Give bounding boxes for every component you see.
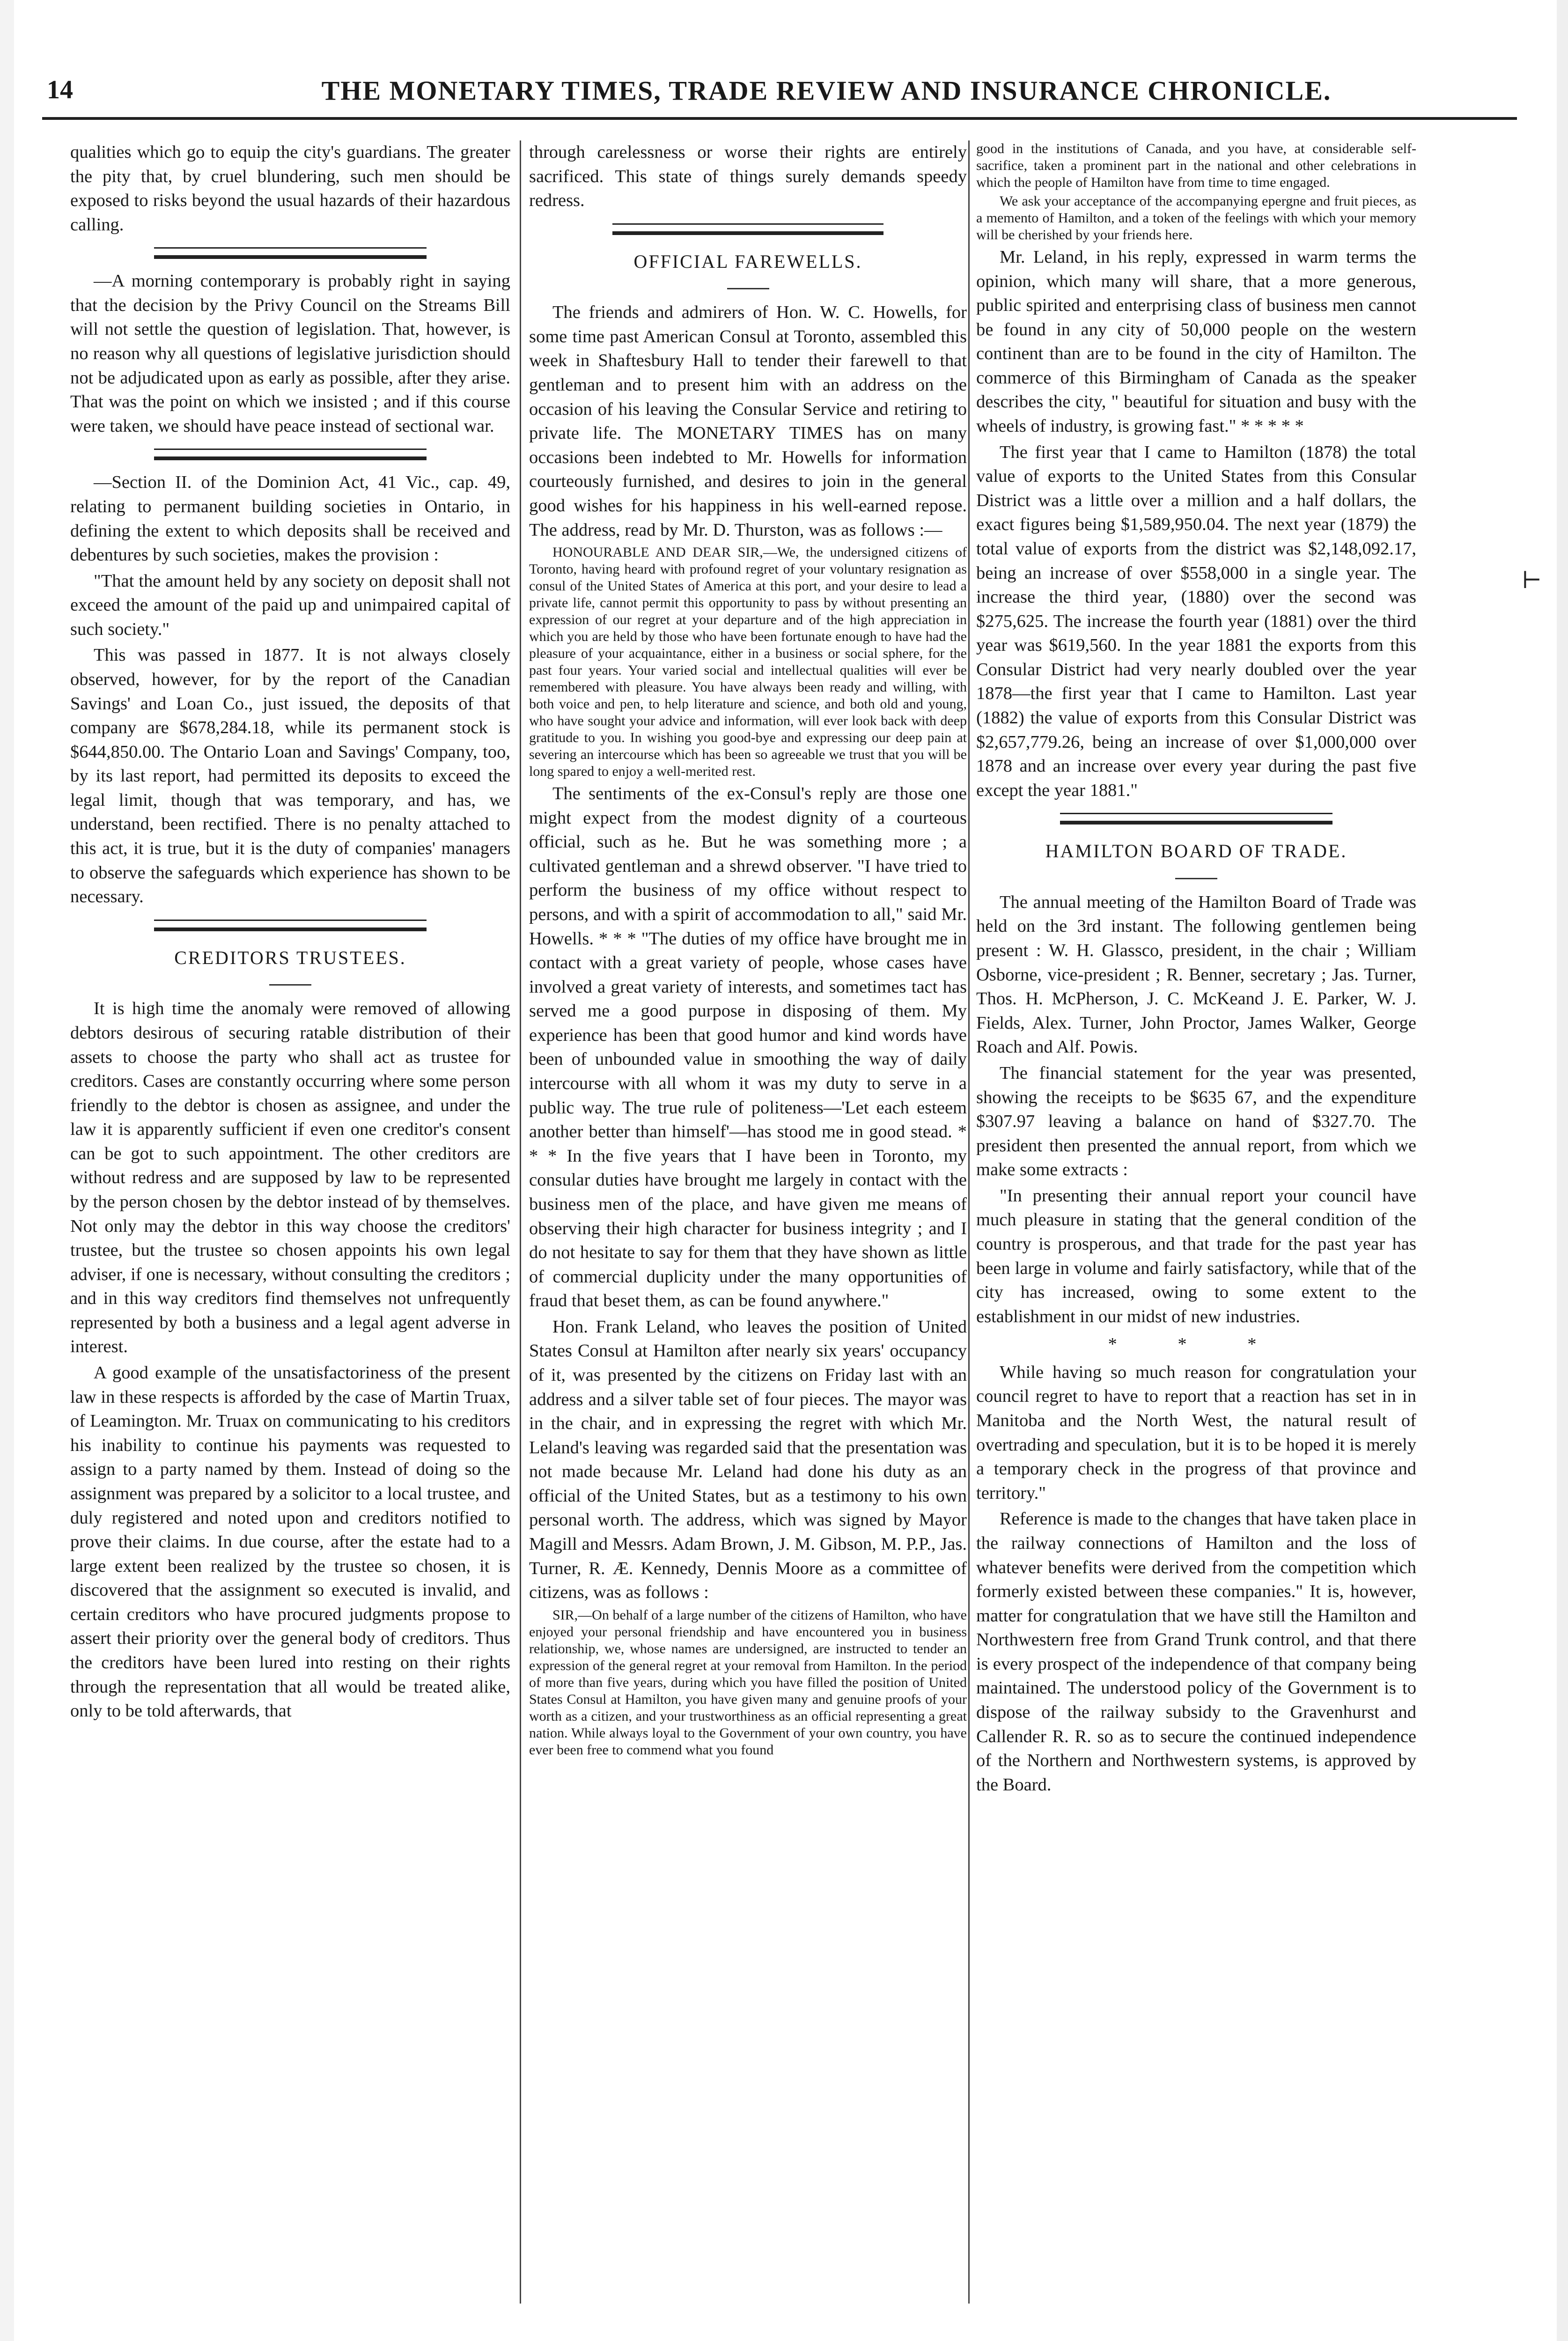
paragraph: —A morning contemporary is probably right in saying that the decision by the Privy Council on the Streams Bill will not settle the question of legislation. That, however, is no reason why all questions of legislative jurisdiction should not be adjudicated upon as early as possible, after they arise. That was the point on which we insisted ; and if this course were taken, we should have peace instead of sectional war. xyxy=(70,271,510,436)
address-text: good in the institutions of Canada, and you have, at considerable self-sacrifice, taken a prominent part in the national and other celebrations in which the people of Hamilton have from time to time engaged. xyxy=(976,141,1416,190)
heading-dash xyxy=(727,288,769,289)
paragraph: Hon. Frank Leland, who leaves the position of United States Consul at Hamilton after nearly six years' occupancy of it, was presented by the citizens on Friday last with an address and a silver table set of four pieces. The mayor was in the chair, and in expressing the regret with which Mr. Leland's leaving was regarded said that the presentation was not made because Mr. Leland had done his duty as an official of the United States, but as a testimony to his own personal worth. The address, which was signed by Mayor Magill and Messrs. Adam Brown, J. M. Gibson, M. P.P., Jas. Turner, R. Æ. Kennedy, Dennis Moore as a committee of citizens, was as follows : xyxy=(529,1317,967,1603)
paragraph: A good example of the unsatisfactoriness of the present law in these respects is afforded by the case of Martin Truax, of Leamington. Mr. Truax on communicating to his creditors his inability to continue his payments was requested to assign to a party named by them. Instead of doing so the assignment was prepared by a solicitor to a local trustee, and duly registered and noted upon and creditors notified to prove their claims. In due course, after the estate had to a large extent been realized by the trustee so chosen, it is discovered that the assignment so executed is invalid, and certain creditors who have procured judgments propose to assert their priority over the general body of creditors. Thus the creditors have been lured into resting on their rights through the representation that all would be treated alike, only to be told afterwards, that xyxy=(70,1363,510,1721)
quotation: "In presenting their annual report your council have much pleasure in stating that the general condition of the country is prosperous, and that trade for the past year has been large in volume and fairly satisfactory, while that of the city has increased, owing to some extent to the establishment in our midst of new industries. xyxy=(976,1185,1416,1326)
paragraph: The financial statement for the year was presented, showing the receipts to be $635 67, and the expenditure $307.97 leaving a balance on hand of $327.70. The president then presented the annual report, from which we make some extracts : xyxy=(976,1063,1416,1180)
margin-mark-icon: ⊢ xyxy=(1522,567,1542,594)
paragraph: through carelessness or worse their rights are entirely sacrificed. This state of things surely demands speedy redress. xyxy=(529,142,967,211)
section-heading: OFFICIAL FAREWELLS. xyxy=(633,250,862,272)
section-stars: * * * xyxy=(1108,1334,1285,1355)
address-text: We ask your acceptance of the accompanying epergne and fruit pieces, as a memento of Hamilton, and a token of the feelings with which your memory will be cherished by your friends here. xyxy=(976,193,1416,243)
paragraph: The friends and admirers of Hon. W. C. Howells, for some time past American Consul at Toronto, assembled this week in Shaftesbury Hall to tender their farewell to that gentleman and to present him with an address on the occasion of his leaving the Consular Service and retiring to private life. The MONETARY TIMES has on many occasions been indebted to Mr. Howells for information courteously furnished, and desires to join in the general good wishes for his happiness in his well-earned repose. The address, read by Mr. D. Thurston, was as follows :— xyxy=(529,302,967,540)
paragraph: Reference is made to the changes that have taken place in the railway connections of Hamilton and the loss of whatever benefits were derived from the competition which formerly existed between these companies." It is, however, matter for congratulation that we have still the Hamilton and Northwestern free from Grand Trunk control, and that there is every prospect of the independence of that company being maintained. The understood policy of the Government is to dispose of the railway subsidy to the Gravenhurst and Callender R. R. so as to secure the continued independence of the Northern and Northwestern systems, is approved by the Board. xyxy=(976,1509,1416,1795)
section-divider xyxy=(612,223,884,235)
quotation: "That the amount held by any society on deposit shall not exceed the amount of the paid up and unimpaired capital of such society." xyxy=(70,571,510,639)
section-heading: HAMILTON BOARD OF TRADE. xyxy=(1045,840,1347,862)
column-2 xyxy=(529,140,967,2304)
paragraph: It is high time the anomaly were removed of allowing debtors desirous of securing ratable distribution of their assets to choose the party who shall act as trustee for creditors. Cases are constantly occurring where some person friendly to the debtor is chosen as assignee, and under the law it is apparently sufficient if even one creditor's consent can be got to such appointment. The other creditors are without redress and are supposed by law to be represented by the person chosen by the debtor instead of by themselves. Not only may the debtor in this way choose the creditors' trustee, but the trustee so chosen appoints his own legal adviser, if one is necessary, without consulting the creditors ; and in this way creditors find themselves not unfrequently represented by both a business and a legal agent adverse in interest. xyxy=(70,999,510,1357)
address-text: SIR,—On behalf of a large number of the citizens of Hamilton, who have enjoyed your personal friendship and have encountered you in business relationship, we, whose names are undersigned, are instructed to tender an expression of the general regret at your removal from Hamilton. In the period of more than five years, during which you have filled the position of United States Consul at Hamilton, you have given many and genuine proofs of your worth as a citizen, and your trustworthiness as an official representing a great nation. While always loyal to the Government of your own country, you have ever been free to commend what you found xyxy=(529,1607,967,1758)
section-divider xyxy=(154,920,427,931)
page-edge xyxy=(1557,0,1568,2341)
heading-dash xyxy=(1175,878,1217,879)
column-1 xyxy=(70,140,510,2304)
heading-dash xyxy=(269,984,311,986)
address-text: HONOURABLE AND DEAR SIR,—We, the undersigned citizens of Toronto, having heard with profound regret of your voluntary resignation as consul of the United States of America at this port, and your desire to lead a private life, cannot permit this opportunity to pass by without presenting an expression of our regret at your departure and of the high appreciation in which you are held by those who have been fortunate enough to have had the pleasure of your acquaintance, either in a business or social sphere, for the past four years. Your varied social and intellectual qualities will ever be remembered with pleasure. You have always been ready and willing, with both voice and pen, to help literature and science, and both old and young, who have sought your advice and information, will ever look back with deep gratitude to you. In wishing you good-bye and expressing our deep pain at severing an intercourse which has been so agreeable we trust that you will be long spared to enjoy a well-merited rest. xyxy=(529,545,967,780)
paragraph: qualities which go to equip the city's guardians. The greater the pity that, by cruel blundering, such men should be exposed to risks beyond the usual hazards of their hazardous calling. xyxy=(70,142,510,235)
page-number: 14 xyxy=(47,75,73,104)
page-header xyxy=(42,56,1517,120)
section-heading: CREDITORS TRUSTEES. xyxy=(174,947,406,968)
paragraph: The first year that I came to Hamilton (1878) the total value of exports to the United States from this Consular District was a little over a million and a half dollars, the exact figures being $1,589,950.04. The next year (1879) the total value of exports from the district was $2,148,092.17, being an increase of over $558,000 in a single year. The increase the third year, (1880) over the second was $275,625. The increase the fourth year (1881) over the third year was $619,560. In the year 1881 the exports from this Consular District had very nearly doubled over the year 1878—the first year that I came to Hamilton. Last year (1882) the value of exports from this Consular District was $2,657,779.26, being an increase of over $1,000,000 over 1878 and an increase over every year during the past five except the year 1881." xyxy=(976,442,1416,800)
masthead-title: THE MONETARY TIMES, TRADE REVIEW AND INSURANCE CHRONICLE. xyxy=(321,75,1332,106)
paragraph: Mr. Leland, in his reply, expressed in warm terms the opinion, which many will share, that a more generous, public spirited and enterprising class of business men cannot be found in any city of 50,000 people on the western continent than are to be found in the city of Hamilton. The commerce of this Birmingham of Canada as the speaker describes the city, " beautiful for situation and busy with the wheels of industry, is growing fast." * * * * * xyxy=(976,247,1416,436)
section-divider xyxy=(154,247,427,259)
paragraph: —Section II. of the Dominion Act, 41 Vic., cap. 49, relating to permanent building societies in Ontario, in defining the extent to which deposits shall be received and debentures by such societies, makes the provision : xyxy=(70,472,510,565)
column-rule xyxy=(520,140,521,2304)
page-edge xyxy=(0,0,14,2341)
section-divider xyxy=(1060,813,1333,825)
paragraph: The annual meeting of the Hamilton Board of Trade was held on the 3rd instant. The following gentlemen being present : W. H. Glassco, president, in the chair ; William Osborne, vice-president ; R. Benner, secretary ; Jas. Turner, Thos. H. McPherson, J. C. McKeand J. E. Parker, W. J. Fields, Alex. Turner, John Proctor, James Walker, George Roach and Alf. Powis. xyxy=(976,892,1416,1057)
column-3 xyxy=(976,140,1416,2304)
section-divider xyxy=(154,449,427,460)
column-rule xyxy=(968,140,970,2304)
paragraph: The sentiments of the ex-Consul's reply are those one might expect from the modest dignity of a courteous official, such as he. But he was something more ; a cultivated gentleman and a shrewd observer. "I have tried to perform the business of my office without respect to persons, and with a spirit of accommodation to all," said Mr. Howells. * * * "The duties of my office have brought me in contact with a great variety of people, whose cases have involved a great variety of interests, and sometimes tact has served me a good purpose in disposing of them. My experience has been that good humor and kind words have been of unbounded value in smoothing the way of daily intercourse with all whom it was my duty to serve in a public way. The true rule of politeness—'Let each esteem another better than himself'—has stood me in good stead. * * * In the five years that I have been in Toronto, my consular duties have brought me largely in contact with the business men of the place, and have given me means of observing their high character for business integrity ; and I do not hesitate to say for them that they have shown as little of commercial duplicity under the many opportunities of fraud that beset them, as can be found anywhere." xyxy=(529,784,967,1311)
paragraph: This was passed in 1877. It is not always closely observed, however, for by the report of the Canadian Savings' and Loan Co., just issued, the deposits of that company are $678,284.18, while its permanent stock is $644,850.00. The Ontario Loan and Savings' Company, too, by its last report, had permitted its deposits to exceed the legal limit, though that was temporary, and has, we understand, been rectified. There is no penalty attached to this act, it is true, but it is the duty of companies' managers to observe the safeguards which experience has shown to be necessary. xyxy=(70,645,510,907)
quotation: While having so much reason for congratulation your council regret to have to report that a reaction has set in in Manitoba and the North West, the natural result of overtrading and speculation, but it is to be hoped it is merely a temporary check in the progress of that province and territory." xyxy=(976,1362,1416,1503)
